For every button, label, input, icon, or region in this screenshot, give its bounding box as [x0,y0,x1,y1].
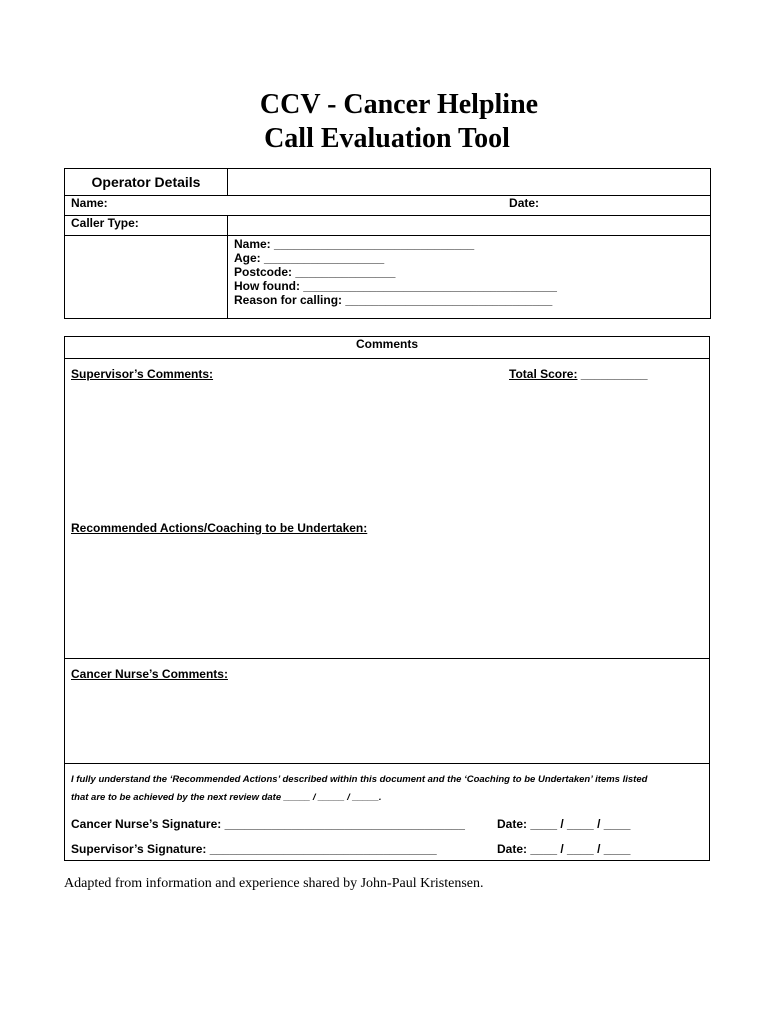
name-label: Name: [71,196,108,210]
caller-details-cell[interactable] [228,236,711,319]
total-score-label: Total Score: [509,367,578,381]
acknowledgement-line-1: I fully understand the ‘Recommended Actions’ described within this document and the ‘Coaching to be Undertaken’ items listed [71,774,648,785]
operator-details-header: Operator Details [65,169,228,196]
nurse-comments-cell[interactable] [65,659,710,764]
supervisor-comments-cell[interactable] [65,359,710,659]
document-title: CCV - Cancer Helpline [259,89,539,120]
caller-how-found-field[interactable]: How found: ______________________________________ [234,279,557,293]
supervisor-signature-date-field[interactable]: Date: ____ / ____ / ____ [497,842,631,856]
caller-type-field[interactable] [228,216,711,236]
total-score-field[interactable]: __________ [577,367,648,381]
caller-blank-cell [65,236,228,319]
footer-credit: Adapted from information and experience shared by John-Paul Kristensen. [64,876,484,891]
comments-header: Comments [65,337,710,359]
comments-table [64,336,710,861]
caller-name-field[interactable]: Name: ______________________________ [234,237,475,251]
supervisor-comments-label: Supervisor’s Comments: [71,367,214,381]
document-subtitle: Call Evaluation Tool [264,123,510,154]
operator-name-row[interactable] [65,196,711,216]
caller-type-label: Caller Type: [65,216,228,236]
nurse-comments-label: Cancer Nurse’s Comments: [71,667,228,681]
caller-postcode-field[interactable]: Postcode: _______________ [234,265,396,279]
acknowledgement-line-2[interactable]: that are to be achieved by the next review date _____ / _____ / _____. [71,792,382,803]
caller-age-field[interactable]: Age: __________________ [234,251,385,265]
recommended-actions-label: Recommended Actions/Coaching to be Undertaken: [71,521,368,535]
operator-details-table [64,168,711,319]
signature-cell [65,764,710,861]
operator-details-field[interactable] [228,169,711,196]
nurse-signature-field[interactable]: Cancer Nurse’s Signature: ____________________________________ [71,817,465,831]
supervisor-signature-field[interactable]: Supervisor’s Signature: __________________________________ [71,842,437,856]
caller-reason-field[interactable]: Reason for calling: _______________________________ [234,293,553,307]
date-label: Date: [509,196,540,210]
nurse-signature-date-field[interactable]: Date: ____ / ____ / ____ [497,817,631,831]
